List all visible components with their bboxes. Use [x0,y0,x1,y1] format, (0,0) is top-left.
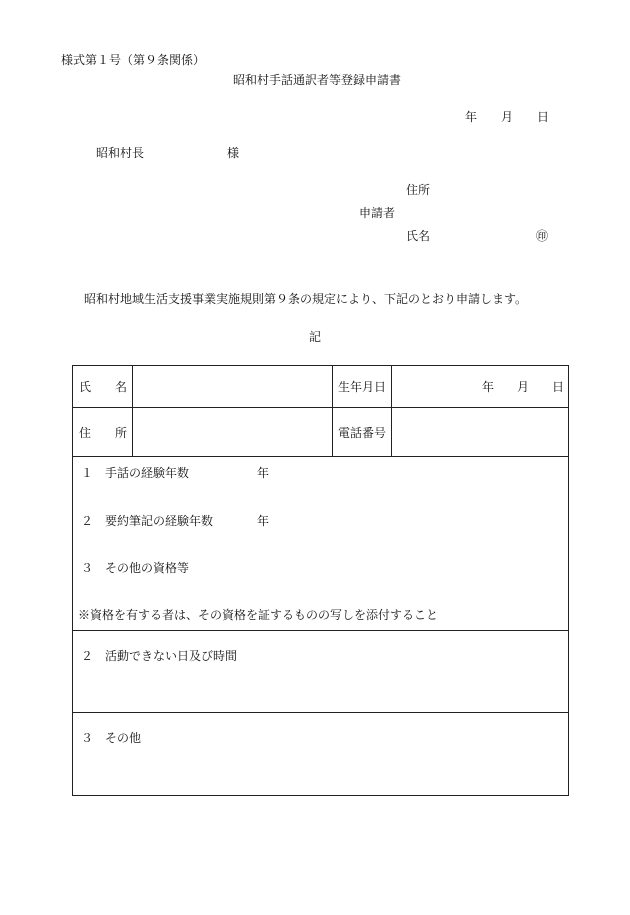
date-year-label: 年 [465,110,478,124]
other-qualifications-label: ３ その他の資格等 [81,561,190,575]
unavailable-times-label: ２ 活動できない日及び時間 [81,649,238,663]
row-divider [73,407,568,408]
address-label: 住 所 [79,426,128,440]
phone-label: 電話番号 [338,426,387,440]
summary-writing-experience-label: ２ 要約筆記の経験年数 [81,514,214,528]
application-form-table [72,365,569,796]
name-label: 氏 名 [79,380,128,394]
addressee-honorific: 様 [227,146,240,160]
other-label: ３ その他 [81,731,142,745]
column-divider [391,366,392,456]
birthdate-year-label: 年 [482,380,495,394]
address-field[interactable] [137,426,327,440]
addressee-name: 昭和村長 [96,146,145,160]
row-divider [73,456,568,457]
summary-writing-experience-unit: 年 [257,514,270,528]
birthdate-label: 生年月日 [338,380,387,394]
column-divider [132,366,133,456]
applicant-address-label: 住所 [406,183,431,197]
sign-language-experience-label: １ 手話の経験年数 [81,466,190,480]
applicant-label: 申請者 [359,206,396,220]
birthdate-day-label: 日 [552,380,565,394]
name-field[interactable] [137,380,327,394]
sign-language-experience-unit: 年 [257,466,270,480]
form-number: 様式第１号（第９条関係） [61,53,206,67]
column-divider [332,366,333,456]
ki-label: 記 [309,330,322,344]
birthdate-month-label: 月 [517,380,530,394]
row-divider [73,712,568,713]
page-title: 昭和村手話通訳者等登録申請書 [233,73,402,87]
applicant-name-label: 氏名 [406,229,431,243]
body-text: 昭和村地域生活支援事業実施規則第９条の規定により、下記のとおり申請します。 [84,292,528,306]
qualification-note: ※資格を有する者は、その資格を証するものの写しを添付すること [78,608,439,622]
phone-field[interactable] [397,426,562,440]
date-day-label: 日 [537,110,550,124]
seal-mark: ㊞ [536,229,549,243]
date-month-label: 月 [501,110,514,124]
row-divider [73,630,568,631]
